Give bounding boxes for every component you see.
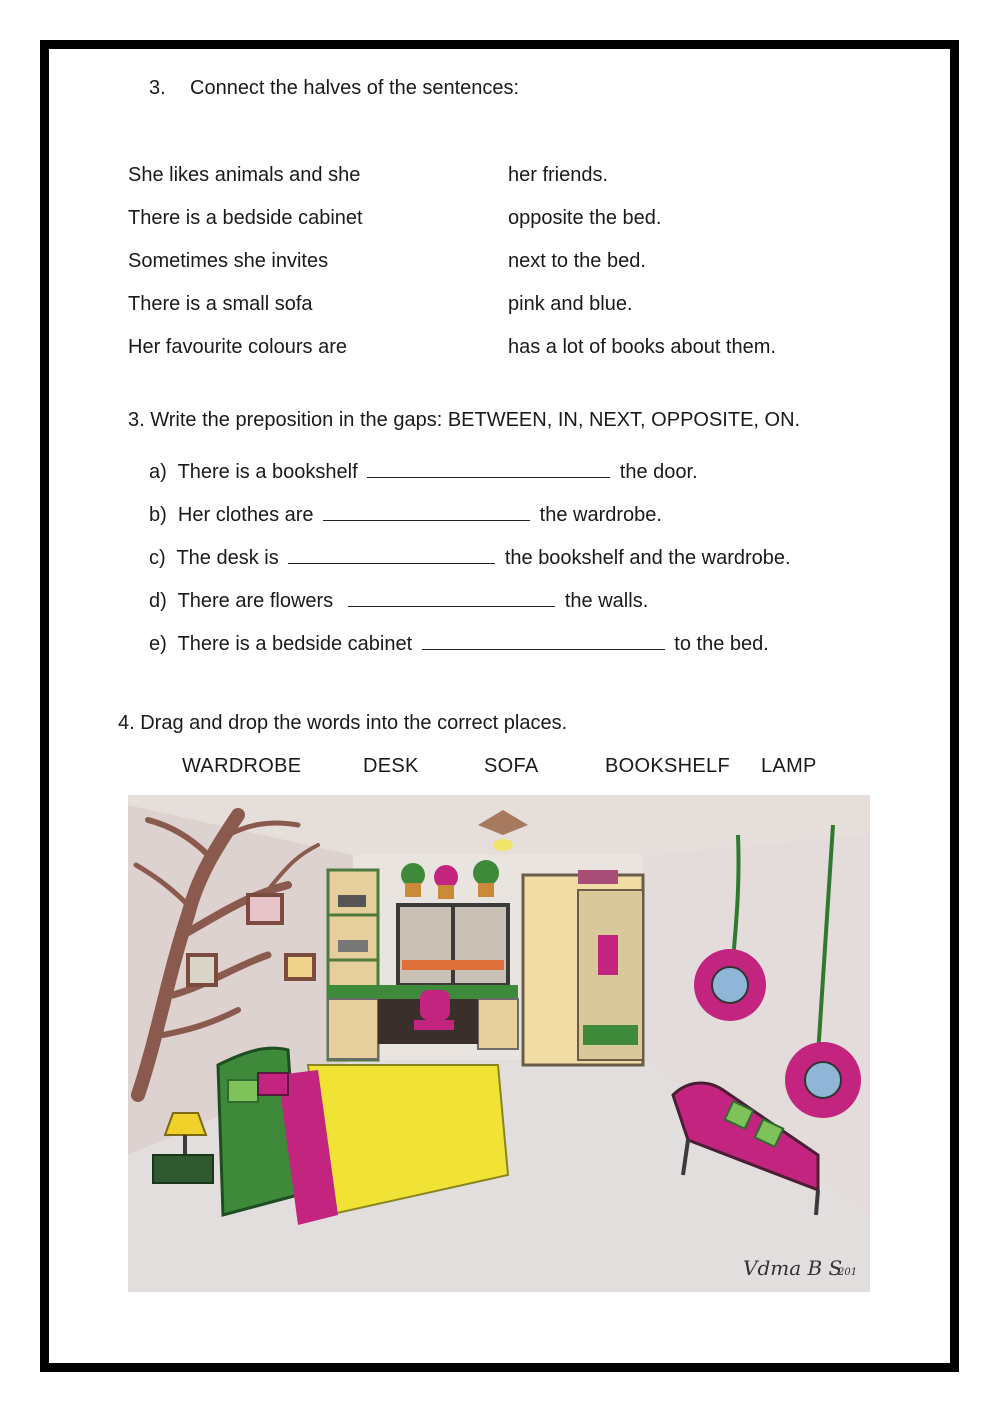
drag-word-bookshelf[interactable]: BOOKSHELF — [605, 755, 730, 777]
sentence-left-3[interactable]: Sometimes she invites — [128, 250, 329, 272]
item-after-text: the wardrobe. — [539, 504, 662, 526]
sentence-left-4[interactable]: There is a small sofa — [128, 293, 313, 315]
picture-frame — [188, 955, 216, 985]
plant-pots — [401, 860, 499, 899]
bedroom-illustration — [128, 795, 870, 1292]
gap-item-a — [149, 460, 698, 484]
exercise-title-connect: Connect the halves of the sentences: — [190, 77, 520, 99]
gap-item-c — [149, 546, 791, 570]
sentence-right-5[interactable]: has a lot of books about them. — [508, 336, 776, 358]
exercise-title-drag: 4. Drag and drop the words into the correct places. — [118, 712, 568, 734]
sentence-right-3[interactable]: next to the bed. — [508, 250, 646, 272]
sentence-left-1[interactable]: She likes animals and she — [128, 164, 361, 186]
item-before-text: There is a bookshelf — [177, 461, 358, 483]
answer-gap-c[interactable] — [288, 547, 495, 564]
item-after-text: the walls. — [564, 590, 649, 612]
item-before-text: There is a bedside cabinet — [177, 633, 413, 655]
bedside-cabinet — [153, 1155, 213, 1183]
drag-word-desk[interactable]: DESK — [363, 755, 419, 777]
drag-word-wardrobe[interactable]: WARDROBE — [182, 755, 302, 777]
artist-signature-year: 201 — [838, 1267, 858, 1278]
sentence-right-4[interactable]: pink and blue. — [508, 293, 633, 315]
window — [398, 905, 508, 985]
answer-gap-b[interactable] — [323, 504, 530, 521]
item-after-text: the door. — [619, 461, 698, 483]
item-before-text: The desk is — [176, 547, 279, 569]
exercise-title-prepositions: 3. Write the preposition in the gaps: BETWEEN, IN, NEXT, OPPOSITE, ON. — [128, 409, 801, 431]
item-before-text: There are flowers — [177, 590, 334, 612]
picture-frame — [248, 895, 282, 923]
exercise-number: 3. — [149, 77, 166, 99]
drag-word-sofa[interactable]: SOFA — [484, 755, 539, 777]
item-before-text: Her clothes are — [177, 504, 314, 526]
item-letter: c) — [149, 547, 166, 569]
sentence-left-2[interactable]: There is a bedside cabinet — [128, 207, 363, 229]
item-letter: b) — [149, 504, 167, 526]
item-letter: a) — [149, 461, 167, 483]
item-after-text: to the bed. — [674, 633, 769, 655]
item-letter: d) — [149, 590, 167, 612]
gap-item-d — [149, 589, 648, 613]
picture-frame — [286, 955, 314, 979]
gap-item-b — [149, 503, 662, 527]
item-letter: e) — [149, 633, 167, 655]
sentence-right-1[interactable]: her friends. — [508, 164, 609, 186]
gap-item-e — [149, 632, 769, 656]
wardrobe — [523, 870, 643, 1065]
item-after-text: the bookshelf and the wardrobe. — [504, 547, 791, 569]
drag-word-lamp[interactable]: LAMP — [761, 755, 817, 777]
sentence-left-5[interactable]: Her favourite colours are — [128, 336, 347, 358]
answer-gap-d[interactable] — [348, 590, 555, 607]
answer-gap-a[interactable] — [367, 461, 610, 478]
artist-signature: Vdma B S — [743, 1256, 843, 1280]
answer-gap-e[interactable] — [422, 633, 665, 650]
sentence-right-2[interactable]: opposite the bed. — [508, 207, 662, 229]
